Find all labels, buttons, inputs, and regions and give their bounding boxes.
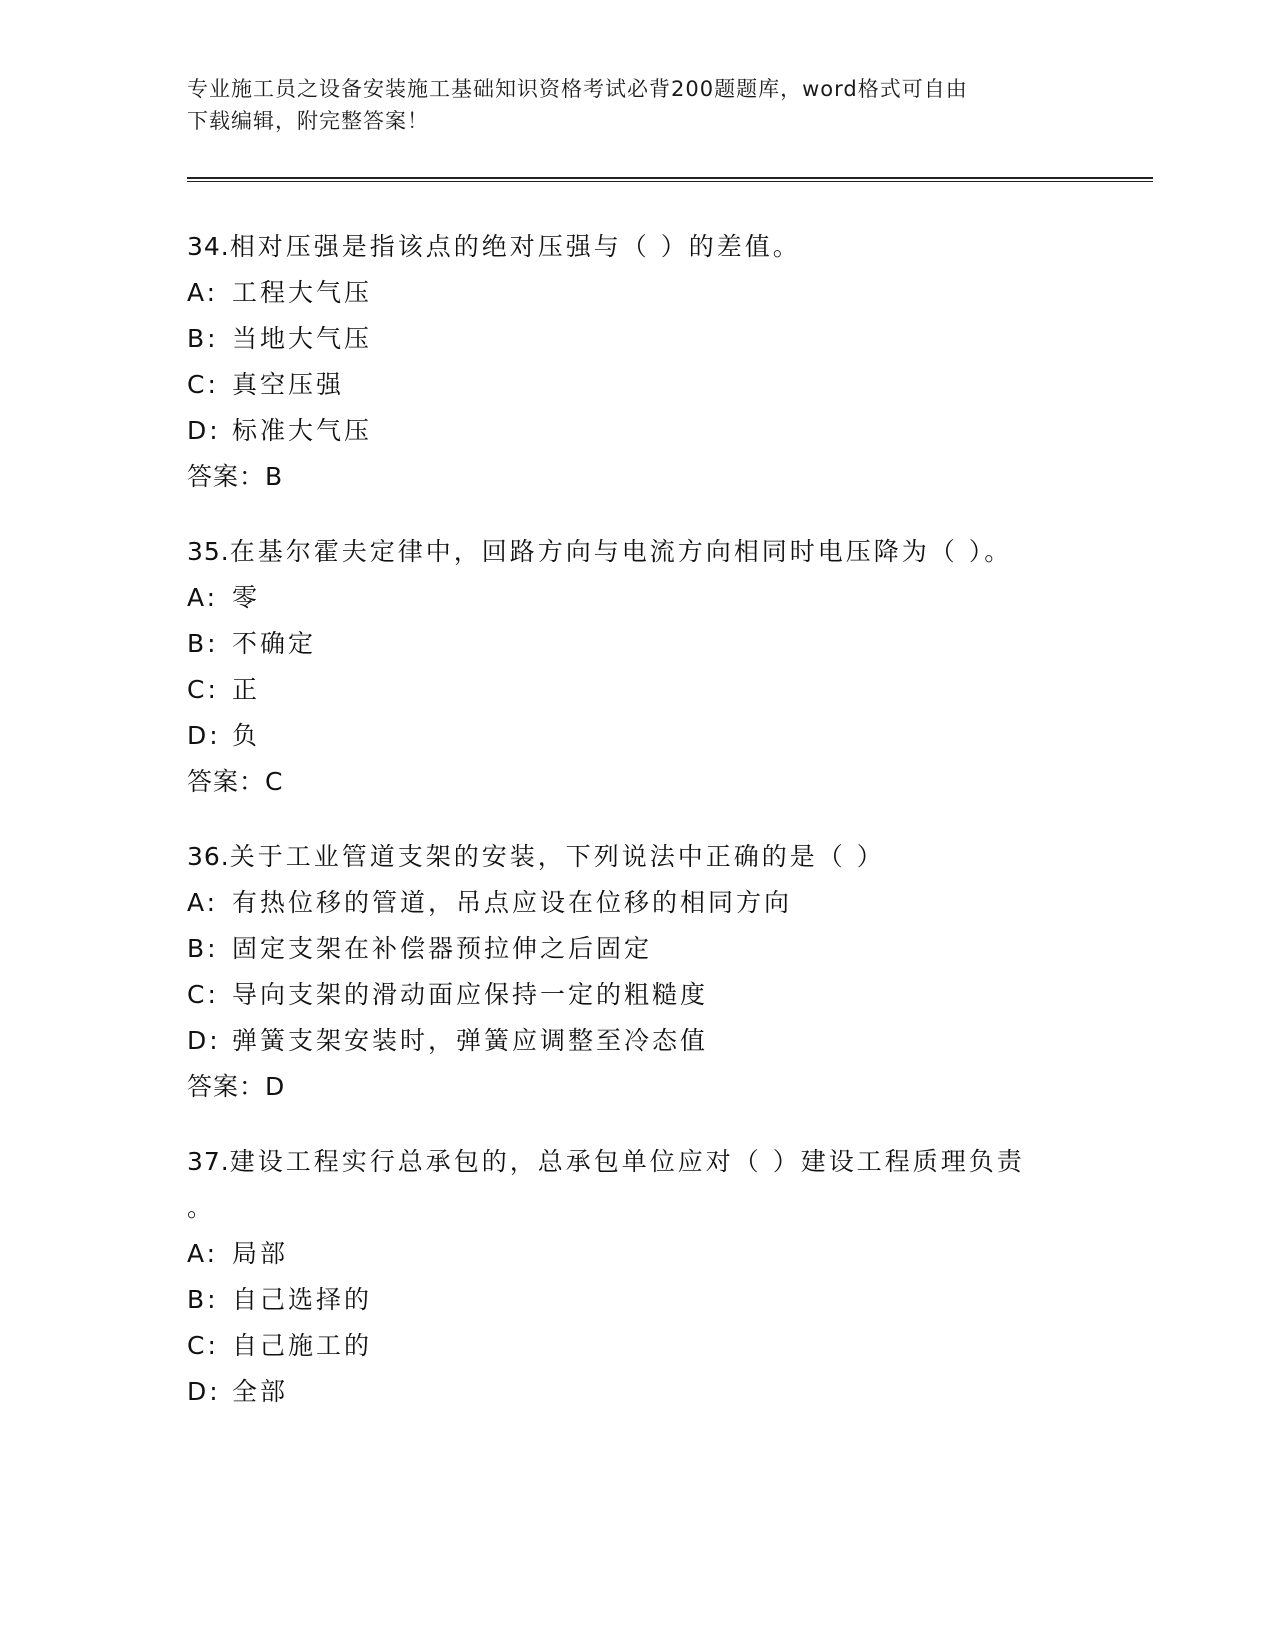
option-text: 弹簧支架安装时，弹簧应调整至冷态值	[232, 1026, 709, 1055]
question-text: 在基尔霍夫定律中，回路方向与电流方向相同时电压降为（ ）。	[229, 537, 1013, 566]
option-text: 负	[232, 721, 261, 750]
option-b	[187, 621, 1087, 667]
question-title-continuation: 。	[187, 1193, 216, 1222]
answer-value: D	[265, 1072, 286, 1101]
option-text: 正	[232, 675, 261, 704]
question-36	[187, 834, 1087, 1110]
question-title	[187, 224, 1087, 270]
header-divider	[187, 177, 1153, 182]
option-text: 标准大气压	[232, 416, 373, 445]
option-b	[187, 316, 1087, 362]
option-letter: D:	[187, 721, 221, 750]
option-text: 全部	[232, 1377, 289, 1406]
option-c	[187, 972, 1087, 1018]
option-letter: B:	[187, 324, 219, 353]
question-title	[187, 529, 1087, 575]
answer-value: B	[265, 462, 284, 491]
option-letter: B:	[187, 1285, 219, 1314]
option-text: 局部	[232, 1239, 289, 1268]
option-letter: C:	[187, 980, 219, 1009]
option-text: 固定支架在补偿器预拉伸之后固定	[232, 934, 653, 963]
option-d	[187, 1369, 1087, 1415]
answer-line	[187, 759, 1087, 805]
question-35	[187, 529, 1087, 805]
document-header	[187, 73, 1067, 137]
option-letter: B:	[187, 629, 219, 658]
option-text: 自己施工的	[232, 1331, 373, 1360]
option-text: 工程大气压	[232, 278, 373, 307]
question-text: 相对压强是指该点的绝对压强与（ ）的差值。	[229, 232, 801, 261]
question-title	[187, 1139, 1087, 1185]
option-letter: A:	[187, 278, 219, 307]
option-d	[187, 713, 1087, 759]
option-d	[187, 408, 1087, 454]
header-line-2: 下载编辑，附完整答案！	[187, 109, 429, 133]
option-text: 真空压强	[232, 370, 345, 399]
option-text: 当地大气压	[232, 324, 373, 353]
answer-label: 答案：	[187, 1072, 266, 1101]
option-letter: A:	[187, 1239, 219, 1268]
question-number: 36.	[187, 842, 230, 871]
answer-line	[187, 1064, 1087, 1110]
question-number: 35.	[187, 537, 230, 566]
option-text: 导向支架的滑动面应保持一定的粗糙度	[232, 980, 709, 1009]
answer-line	[187, 454, 1087, 500]
option-letter: D:	[187, 1377, 221, 1406]
option-letter: B:	[187, 934, 219, 963]
option-a	[187, 270, 1087, 316]
option-d	[187, 1018, 1087, 1064]
option-a	[187, 1231, 1087, 1277]
question-text: 关于工业管道支架的安装，下列说法中正确的是（ ）	[229, 842, 885, 871]
option-a	[187, 880, 1087, 926]
option-letter: A:	[187, 888, 219, 917]
option-letter: D:	[187, 1026, 221, 1055]
option-b	[187, 1277, 1087, 1323]
option-c	[187, 667, 1087, 713]
option-text: 不确定	[232, 629, 317, 658]
option-letter: D:	[187, 416, 221, 445]
question-text: 建设工程实行总承包的，总承包单位应对（ ）建设工程质理负责	[229, 1147, 1025, 1176]
option-a	[187, 575, 1087, 621]
option-text: 零	[232, 583, 261, 612]
question-title	[187, 834, 1087, 880]
header-line-1: 专业施工员之设备安装施工基础知识资格考试必背200题题库，word格式可自由	[187, 77, 968, 101]
option-c	[187, 362, 1087, 408]
option-letter: C:	[187, 675, 219, 704]
question-37	[187, 1139, 1087, 1415]
option-letter: A:	[187, 583, 219, 612]
answer-value: C	[265, 767, 284, 796]
answer-label: 答案：	[187, 462, 266, 491]
option-letter: C:	[187, 370, 219, 399]
question-number: 34.	[187, 232, 230, 261]
question-34	[187, 224, 1087, 500]
option-c	[187, 1323, 1087, 1369]
option-text: 自己选择的	[232, 1285, 373, 1314]
option-b	[187, 926, 1087, 972]
option-text: 有热位移的管道，吊点应设在位移的相同方向	[232, 888, 793, 917]
question-number: 37.	[187, 1147, 230, 1176]
answer-label: 答案：	[187, 767, 266, 796]
option-letter: C:	[187, 1331, 219, 1360]
